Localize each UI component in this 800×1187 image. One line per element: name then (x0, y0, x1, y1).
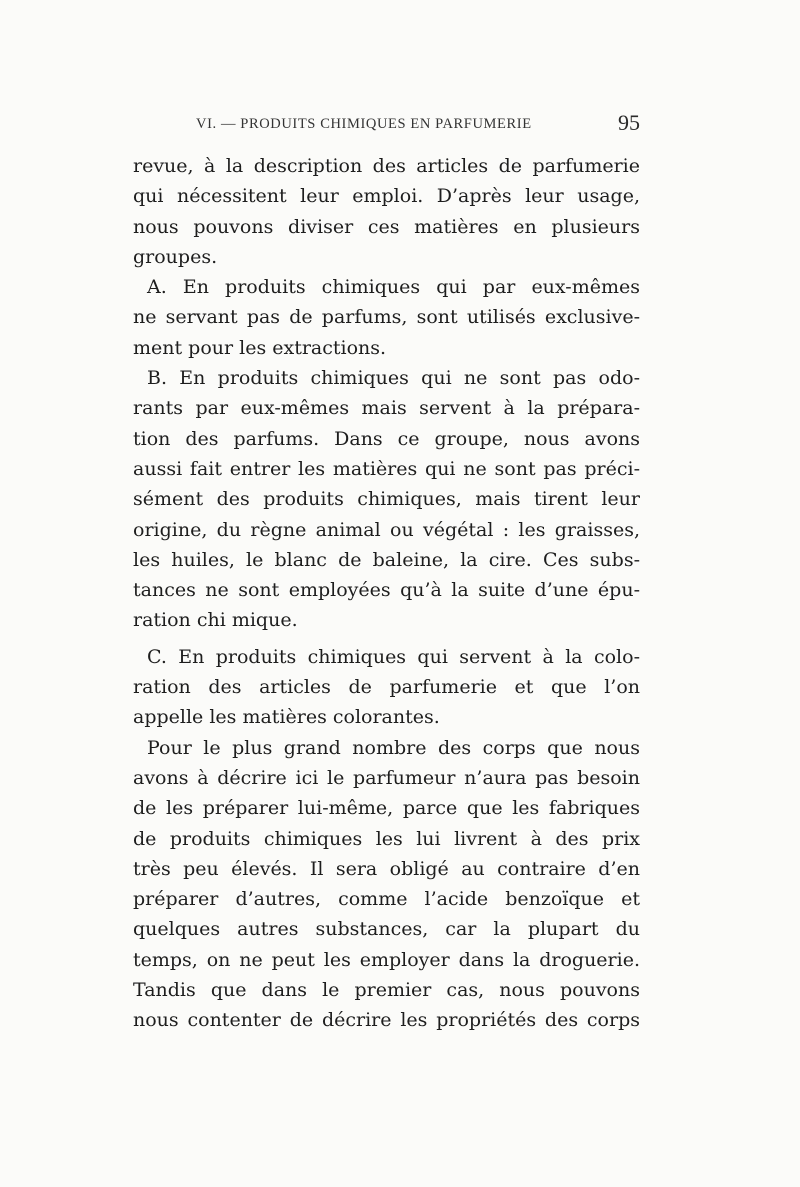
paragraph (133, 363, 640, 636)
text-line: rants par eux-mêmes mais servent à la prépara- (133, 397, 640, 420)
paragraph (133, 733, 640, 1036)
text-line: très peu élevés. Il sera obligé au contraire d’en (133, 857, 640, 880)
text-line: A. En produits chimiques qui par eux-mêmes (147, 276, 640, 299)
text-line: temps, on ne peut les employer dans la droguerie. (133, 948, 640, 971)
body-text (133, 151, 640, 1036)
text-line: tances ne sont employées qu’à la suite d’une épu- (133, 579, 640, 602)
text-line: ne servant pas de parfums, sont utilisés exclusive- (133, 306, 640, 329)
text-line: nous contenter de décrire les propriétés des corps (133, 1009, 640, 1032)
paragraph (133, 272, 640, 363)
text-line: aussi fait entrer les matières qui ne sont pas préci- (133, 457, 640, 480)
text-line: les huiles, le blanc de baleine, la cire. Ces subs- (133, 548, 640, 571)
text-line: ration des articles de parfumerie et que l’on (133, 676, 640, 699)
running-head (196, 110, 640, 140)
paragraph (133, 642, 640, 733)
text-line: appelle les matières colorantes. (133, 706, 440, 729)
text-line: origine, du règne animal ou végétal : les graisses, (133, 518, 640, 541)
text-line: ment pour les extractions. (133, 336, 387, 359)
text-line: avons à décrire ici le parfumeur n’aura pas besoin (133, 766, 640, 789)
text-line: groupes. (133, 245, 218, 268)
text-line: de produits chimiques les lui livrent à des prix (133, 827, 640, 850)
text-line: de les préparer lui-même, parce que les fabriques (133, 797, 640, 820)
paragraph (133, 151, 640, 272)
text-line: Pour le plus grand nombre des corps que nous (147, 736, 640, 759)
text-line: revue, à la description des articles de parfumerie (133, 155, 640, 177)
text-line: ration chi mique. (133, 609, 298, 632)
text-line: sément des produits chimiques, mais tirent leur (133, 488, 640, 511)
text-line: préparer d’autres, comme l’acide benzoïque et (133, 888, 640, 911)
text-line: nous pouvons diviser ces matières en plusieurs (133, 215, 640, 238)
text-line: C. En produits chimiques qui servent à la colo- (147, 645, 640, 668)
text-line: quelques autres substances, car la plupart du (133, 918, 640, 941)
text-line: Tandis que dans le premier cas, nous pouvons (133, 979, 640, 1002)
chapter-title: VI. — PRODUITS CHIMIQUES EN PARFUMERIE (196, 116, 532, 132)
text-line: qui nécessitent leur emploi. D’après leur usage, (133, 185, 640, 208)
text-line: tion des parfums. Dans ce groupe, nous avons (133, 427, 640, 450)
text-line: B. En produits chimiques qui ne sont pas odo- (147, 367, 640, 390)
page-number: 95 (618, 110, 640, 135)
